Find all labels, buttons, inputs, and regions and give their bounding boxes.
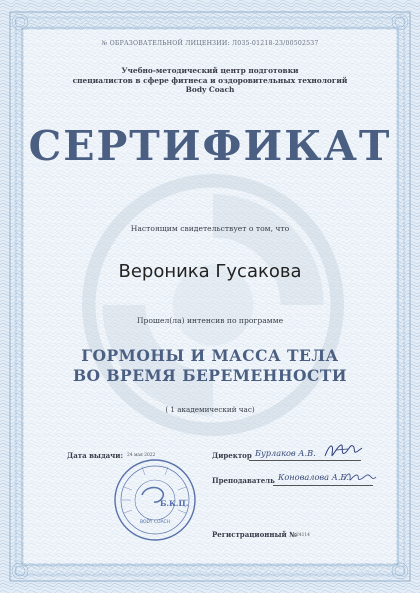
- seal-bottom-text: BODY COACH: [139, 520, 171, 525]
- seal-center-text: Б.К.Ц.: [160, 499, 189, 508]
- organization-line-1: Учебно-методический центр подготовки: [121, 66, 299, 75]
- course-hours: ( 1 академический час): [165, 405, 255, 414]
- body-coach-watermark-logo: [78, 170, 348, 440]
- program-title: [0, 346, 420, 386]
- certificate-title: СЕРТИФИКАТ: [28, 122, 392, 170]
- director-name: Бурлаков А.В.: [255, 448, 316, 458]
- director-signature: [322, 440, 364, 462]
- organization-line-2: специалистов в сфере фитнеса и оздоровительных технологий: [72, 75, 348, 85]
- issue-date-label: Дата выдачи:: [67, 451, 124, 460]
- program-title-line-1: ГОРМОНЫ И МАССА ТЕЛА: [81, 346, 339, 365]
- teacher-signature: [342, 468, 378, 486]
- testify-text: Настоящим свидетельствует о том, что: [130, 224, 290, 233]
- issue-date-value: 24 мая 2022: [127, 453, 156, 458]
- registration-number-label: Регистрационный №: [212, 530, 297, 539]
- registration-number-value: 24114: [296, 533, 310, 538]
- teacher-name: Коновалова А.Б.: [278, 472, 350, 482]
- license-number: № ОБРАЗОВАТЕЛЬНОЙ ЛИЦЕНЗИИ: Л035-01218-23/00502537: [101, 40, 319, 47]
- organization-seal-stamp: [112, 457, 198, 543]
- director-label: Директор: [212, 451, 252, 460]
- recipient-name: Вероника Гусакова: [118, 261, 302, 282]
- program-title-line-2: ВО ВРЕМЯ БЕРЕМЕННОСТИ: [72, 366, 348, 385]
- course-passed-text: Прошел(ла) интенсив по программе: [136, 316, 284, 325]
- teacher-label: Преподаватель: [212, 476, 275, 485]
- organization-name: [0, 66, 420, 95]
- organization-line-3: Body Coach: [185, 85, 235, 95]
